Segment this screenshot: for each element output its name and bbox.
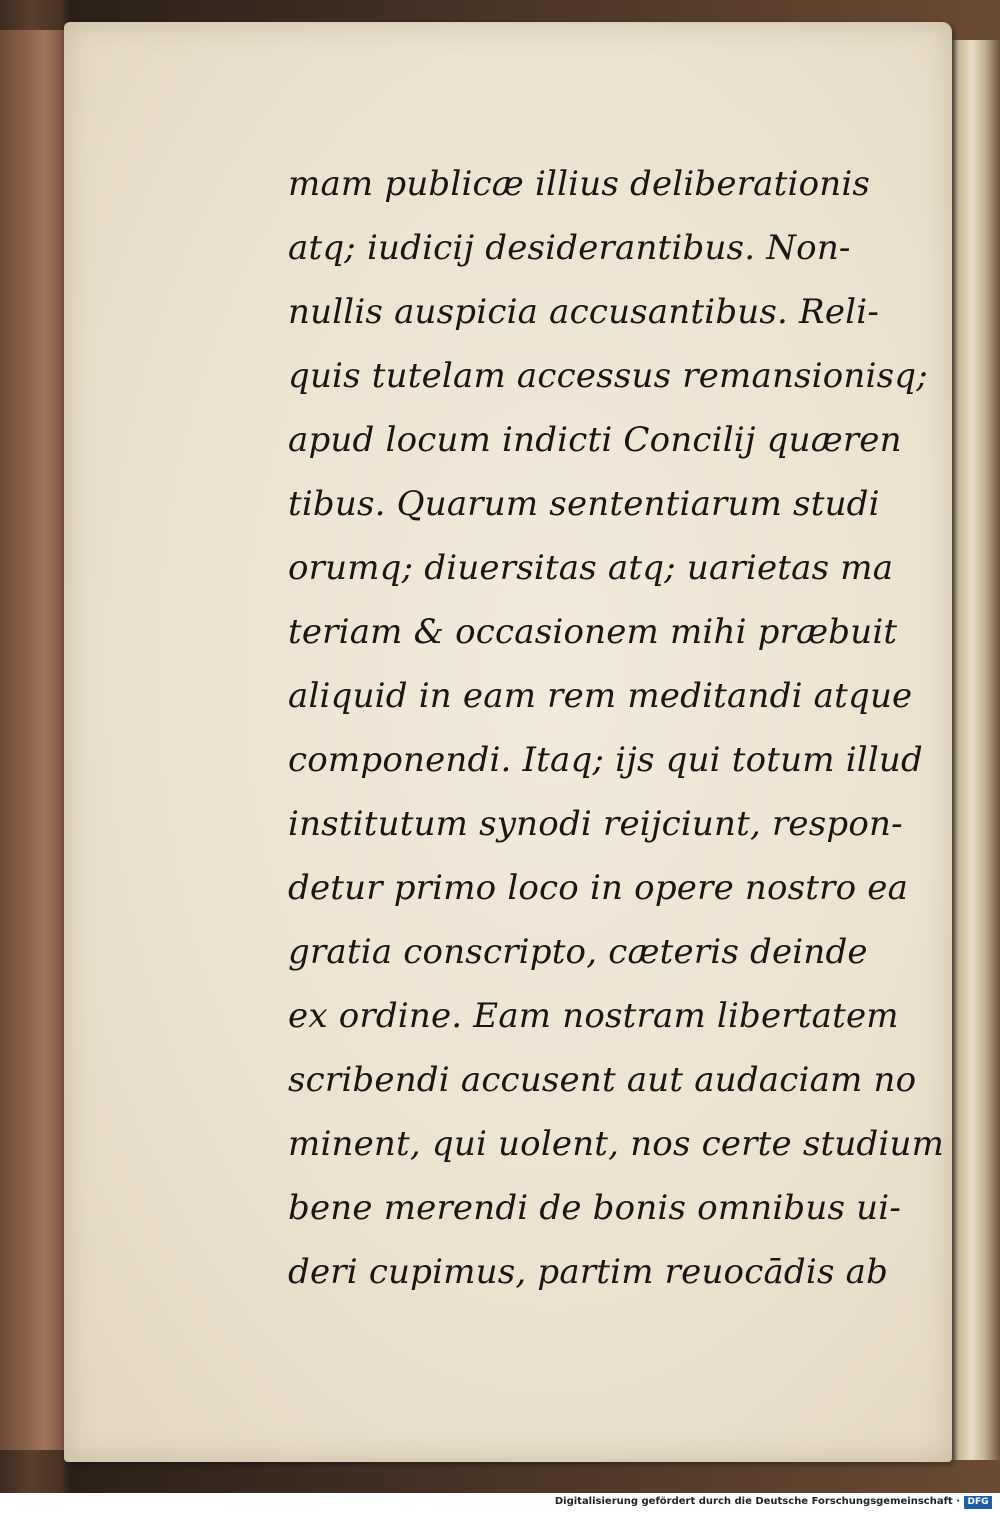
book-fore-edge-left <box>0 30 64 1450</box>
text-line: bene merendi de bonis omnibus ui- <box>288 1188 902 1228</box>
book-fore-edge-right <box>948 40 1000 1460</box>
text-line: aliquid in eam rem meditandi atque <box>288 676 913 716</box>
footer-credit: Digitalisierung gefördert durch die Deutsche Forschungsgemeinschaft · <box>554 1496 960 1507</box>
text-line: orumq; diuersitas atq; uarietas ma <box>288 548 894 588</box>
text-line: teriam & occasionem mihi præbuit <box>288 612 898 652</box>
text-line: ex ordine. Eam nostram libertatem <box>288 996 899 1036</box>
digitization-footer <box>0 1493 1000 1513</box>
text-line: atq; iudicij desiderantibus. Non- <box>288 228 851 268</box>
text-line: componendi. Itaq; ijs qui totum illud <box>288 740 923 780</box>
text-line: apud locum indicti Concilij quæren <box>288 420 902 460</box>
text-line: scribendi accusent aut audaciam no <box>288 1060 917 1100</box>
text-line: institutum synodi reijciunt, respon- <box>288 804 903 844</box>
text-line: detur primo loco in opere nostro ea <box>288 868 909 908</box>
text-line: minent, qui uolent, nos certe studium <box>288 1124 945 1164</box>
text-line: deri cupimus, partim reuocādis ab <box>288 1252 889 1292</box>
text-line: mam publicæ illius deliberationis <box>288 164 871 204</box>
text-line: nullis auspicia accusantibus. Reli- <box>288 292 880 332</box>
page-text-block <box>288 152 945 1304</box>
dfg-logo: DFG <box>964 1496 992 1509</box>
text-line: quis tutelam accessus remansionisq; <box>288 356 928 396</box>
text-line: tibus. Quarum sententiarum studi <box>288 484 880 524</box>
text-line: gratia conscripto, cæteris deinde <box>288 932 868 972</box>
